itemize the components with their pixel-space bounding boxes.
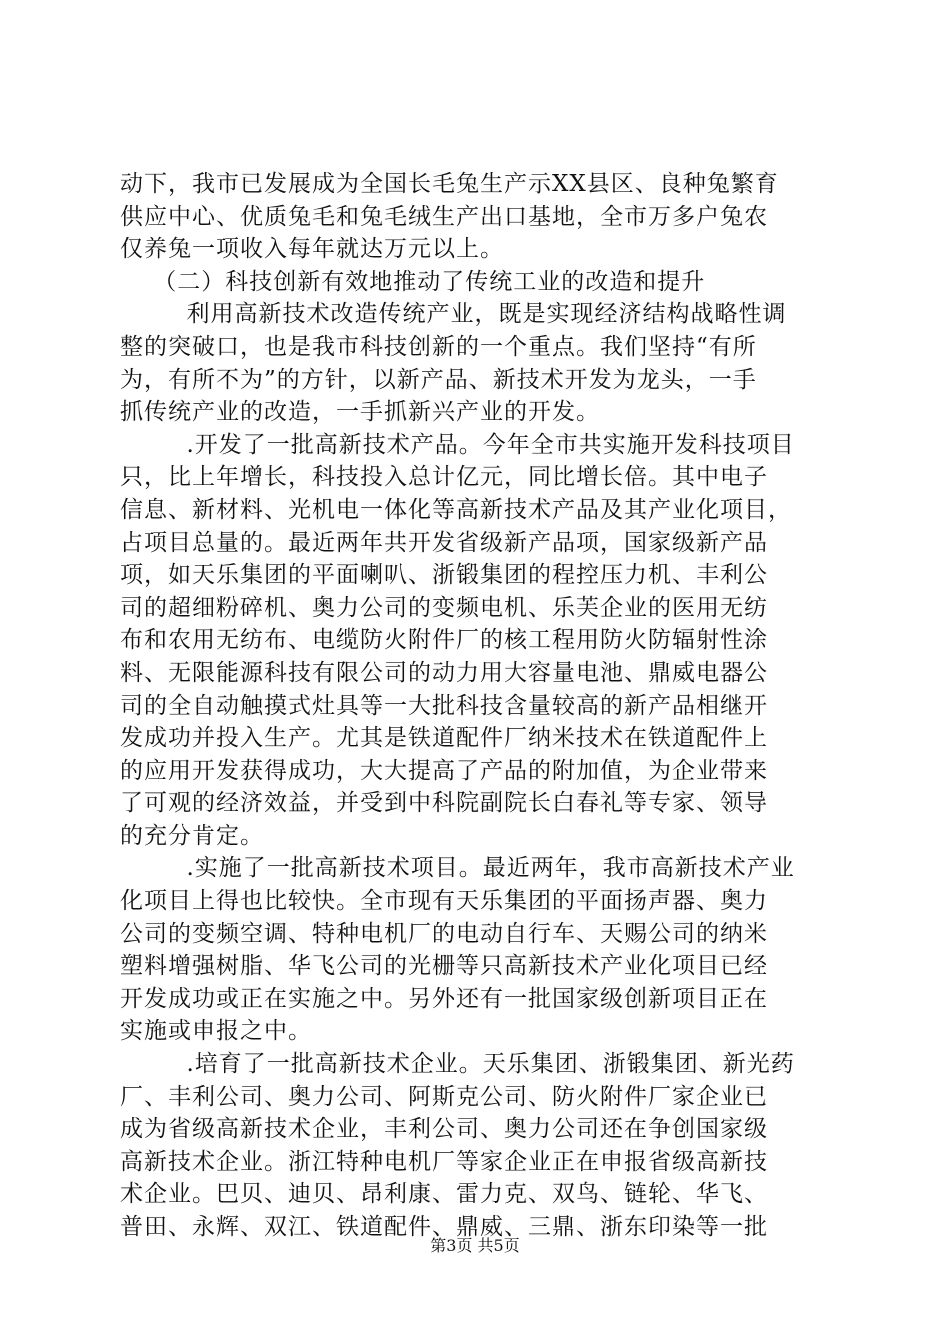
text-line: 占项目总量的。最近两年共开发省级新产品项，国家级新产品 — [120, 529, 768, 556]
text-line: 术企业。巴贝、迪贝、昂利康、雷力克、双鸟、链轮、华飞、 — [120, 1181, 768, 1208]
text-line: .培育了一批高新技术企业。天乐集团、浙锻集团、新光药 — [120, 1051, 795, 1078]
text-line: 司的超细粉碎机、奥力公司的变频电机、乐芙企业的医用无纺 — [120, 594, 768, 621]
text-line: 信息、新材料、光机电一体化等高新技术产品及其产业化项目， — [120, 496, 792, 523]
text-line: 抓传统产业的改造，一手抓新兴产业的开发。 — [120, 399, 600, 426]
text-line: 料、无限能源科技有限公司的动力用大容量电池、鼎威电器公 — [120, 659, 768, 686]
text-line: .开发了一批高新技术产品。今年全市共实施开发科技项目 — [120, 431, 795, 458]
text-line: 的应用开发获得成功，大大提高了产品的附加值，为企业带来 — [120, 757, 768, 784]
text-line: 高新技术企业。浙江特种电机厂等家企业正在申报省级高新技 — [120, 1148, 768, 1175]
text-line: 公司的变频空调、特种电机厂的电动自行车、天赐公司的纳米 — [120, 920, 768, 947]
text-line: 了可观的经济效益，并受到中科院副院长白春礼等专家、领导 — [120, 790, 768, 817]
text-line: 厂、丰利公司、奥力公司、阿斯克公司、防火附件厂家企业已 — [120, 1083, 768, 1110]
text-line: 供应中心、优质兔毛和兔毛绒生产出口基地，全市万多户兔农 — [120, 203, 768, 230]
text-line: 司的全自动触摸式灶具等一大批科技含量较高的新产品相继开 — [120, 692, 768, 719]
text-line: 利用高新技术改造传统产业，既是实现经济结构战略性调 — [120, 301, 787, 328]
text-line: .实施了一批高新技术项目。最近两年，我市高新技术产业 — [120, 855, 795, 882]
text-line: 成为省级高新技术企业，丰利公司、奥力公司还在争创国家级 — [120, 1116, 768, 1143]
text-line: 发成功并投入生产。尤其是铁道配件厂纳米技术在铁道配件上 — [120, 725, 768, 752]
text-line: 为，有所不为”的方针，以新产品、新技术开发为龙头，一手 — [120, 366, 757, 393]
text-line: 塑料增强树脂、华飞公司的光栅等只高新技术产业化项目已经 — [120, 953, 768, 980]
text-line: 化项目上得也比较快。全市现有天乐集团的平面扬声器、奥力 — [120, 888, 768, 915]
text-line: 项，如天乐集团的平面喇叭、浙锻集团的程控压力机、丰利公 — [120, 562, 768, 589]
text-line: 普田、永辉、双江、铁道配件、鼎威、三鼎、浙东印染等一批 — [120, 1214, 768, 1240]
text-line: 布和农用无纺布、电缆防火附件厂的核工程用防火防辐射性涂 — [120, 627, 768, 654]
text-line: 只，比上年增长，科技投入总计亿元，同比增长倍。其中电子 — [120, 464, 768, 491]
text-line: 实施或申报之中。 — [120, 1018, 312, 1045]
text-line: 开发成功或正在实施之中。另外还有一批国家级创新项目正在 — [120, 985, 768, 1012]
text-line: （二）科技创新有效地推动了传统工业的改造和提升 — [120, 268, 706, 295]
text-line: 的充分肯定。 — [120, 822, 264, 849]
text-line: 仅养兔一项收入每年就达万元以上。 — [120, 236, 504, 263]
document-body — [120, 168, 832, 1244]
text-line: 动下，我市已发展成为全国长毛兔生产示XX县区、良种兔繁育 — [120, 171, 779, 197]
text-line: 整的突破口，也是我市科技创新的一个重点。我们坚持“有所 — [120, 333, 757, 360]
page-footer: 第3页 共5页 — [430, 1236, 520, 1255]
